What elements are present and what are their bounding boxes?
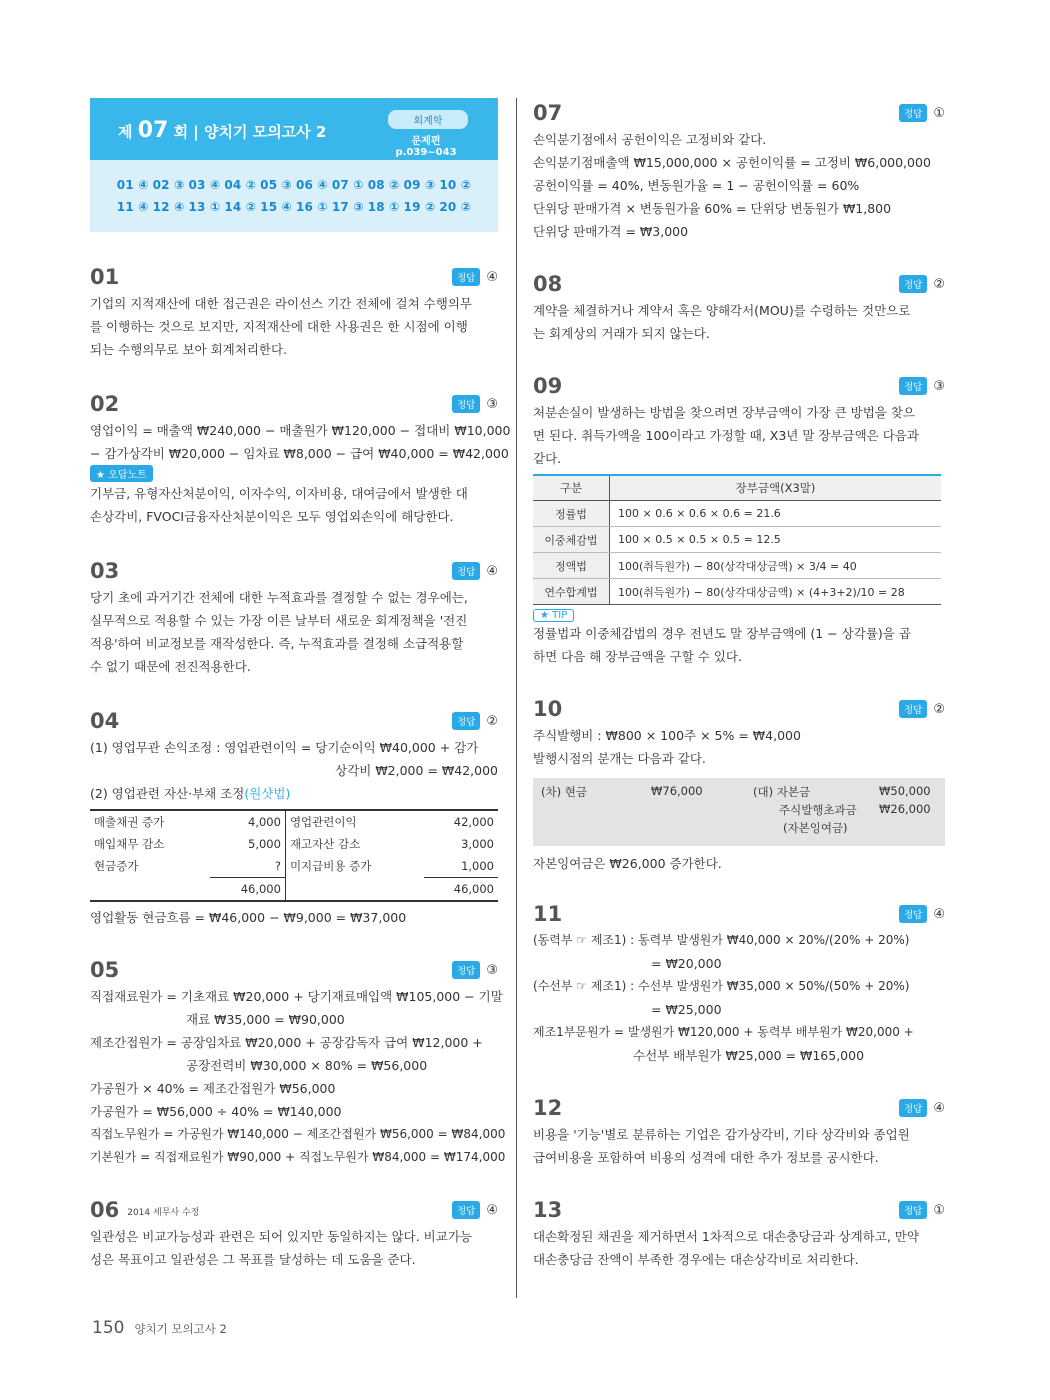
text-q10-journal-cr: (대) 자본금 — [753, 785, 811, 799]
text-q01-lines-2: 되는 수행의무로 보아 회계처리한다. — [90, 342, 288, 357]
answer-key-row — [90, 178, 498, 192]
text-answer_rows-0-4: 05 ③ — [260, 178, 292, 192]
question-12 — [533, 1093, 945, 1169]
text-answer_rows-1-7: 18 ① — [367, 200, 400, 214]
text-answer_rows-1-4: 15 ④ — [260, 200, 292, 214]
text-answer_badge: 정답 — [899, 1201, 927, 1219]
text-q07-lines-0: 손익분기점에서 공헌이익은 고정비와 같다. — [533, 132, 767, 147]
text-q03-lines-3: 수 없기 때문에 전진적용한다. — [90, 659, 251, 674]
question-number: 09 — [533, 374, 563, 398]
text-answer_rows-0-0: 01 ④ — [116, 178, 149, 192]
text-q09-table-2-0: 정액법 — [533, 553, 610, 579]
text-q04-table-1-3: 3,000 — [461, 837, 494, 851]
text-q04-line1: (1) 영업무관 손익조정 : 영업관련이익 = 당기순이익 ₩40,000 + 감가 — [90, 740, 479, 755]
text-answer_rows-0-6: 07 ① — [331, 178, 364, 192]
text-q04-table-0-0: 매출채권 증가 — [94, 815, 165, 829]
text-q09-table-0-0: 정률법 — [533, 501, 610, 527]
text-answer_rows-0-8: 09 ③ — [403, 178, 436, 192]
text-q04-table-0-3: 42,000 — [453, 815, 494, 829]
text-answer_rows-0-2: 03 ④ — [188, 178, 221, 192]
text-answer_rows-0-7: 08 ② — [367, 178, 400, 192]
exam-title — [118, 118, 326, 143]
answer-key — [90, 160, 498, 232]
text-header-round_prefix: 제 — [118, 123, 133, 141]
page-number: 150 — [92, 1318, 125, 1338]
text-q09-lines-0: 처분손실이 발생하는 방법을 찾으려면 장부금액이 가장 큰 방법을 찾으 — [533, 405, 915, 420]
text-q12-lines-0: 비용을 '기능'별로 분류하는 기업은 감가상각비, 기타 상각비와 종업원 — [533, 1127, 910, 1142]
text-q09-lines-2: 같다. — [533, 451, 562, 466]
text-q06-num: 06 — [90, 1198, 120, 1222]
question-number: 07 — [533, 101, 563, 125]
text-q11-lines-0-t: (동력부 ☞ 제조1) : 동력부 발생원가 ₩40,000 × 20%/(20% + 20%) — [533, 933, 910, 947]
text-q06-ans: ④ — [486, 1202, 498, 1218]
text-q10-lines-0: 주식발행비 : ₩800 × 100주 × 5% = ₩4,000 — [533, 728, 801, 743]
text-q09-table_head-1: 장부금액(X3말) — [610, 475, 942, 501]
text-answer_rows-0-1: 02 ③ — [152, 178, 185, 192]
text-q04-result: 영업활동 현금흐름 = ₩46,000 − ₩9,000 = ₩37,000 — [90, 910, 407, 925]
answer — [452, 1201, 498, 1219]
text-q07-ans: ① — [933, 105, 945, 121]
text-q05-lines-7-t: 기본원가 = 직접재료원가 ₩90,000 + 직접노무원가 ₩84,000 = ₩174,000 — [90, 1150, 506, 1164]
text-q12-lines-1: 급여비용을 포함하여 비용의 성격에 대한 추가 정보를 공시한다. — [533, 1150, 879, 1165]
text-q11-lines-4-t: 제조1부문원가 = 발생원가 ₩120,000 + 동력부 배부원가 ₩20,000 + — [533, 1025, 914, 1039]
text-q09-table-0-1: 100 × 0.6 × 0.6 × 0.6 = 21.6 — [610, 501, 942, 527]
answer — [899, 1201, 945, 1219]
text-q09-tip_lines-0: 정률법과 이중체감법의 경우 전년도 말 장부금액에 (1 − 상각률)을 곱 — [533, 626, 911, 641]
text-q10-ans: ② — [933, 701, 945, 717]
text-q04-table-3-3: 46,000 — [424, 878, 498, 902]
question-05 — [90, 955, 506, 1169]
question-number: 13 — [533, 1198, 563, 1222]
text-answer_badge: 정답 — [452, 268, 480, 286]
text-q04-line3a: (2) 영업관련 자산·부채 조정 — [90, 786, 245, 801]
right-column — [533, 98, 945, 1271]
left-column — [90, 98, 511, 1271]
question-04 — [90, 706, 498, 929]
text-answer_badge: 정답 — [899, 700, 927, 718]
text-answer_rows-1-9: 20 ② — [439, 200, 472, 214]
question-number: 10 — [533, 697, 563, 721]
text-q02-lines-0: 영업이익 = 매출액 ₩240,000 − 매출원가 ₩120,000 − 접대비 ₩10,000 — [90, 423, 511, 438]
question-10 — [533, 694, 945, 875]
text-q04-table-2-2: 미지급비용 증가 — [285, 855, 423, 878]
text-q05-lines-0-t: 직접재료원가 = 기초재료 ₩20,000 + 당기재료매입액 ₩105,000 − 기말 — [90, 989, 503, 1004]
text-q11-ans: ④ — [933, 906, 945, 922]
question-number: 02 — [90, 392, 120, 416]
text-q10-journal-dr: (차) 현금 — [541, 785, 587, 799]
text-q10-journal-cr2_amt: ₩26,000 — [879, 802, 931, 816]
text-q05-ans: ③ — [486, 962, 498, 978]
text-q04-line3b: (원샷법) — [244, 786, 291, 801]
text-q06-lines-0: 일관성은 비교가능성과 관련은 되어 있지만 동일하지는 않다. 비교가능 — [90, 1229, 472, 1244]
question-06 — [90, 1195, 498, 1271]
answer — [899, 275, 945, 293]
answer — [899, 104, 945, 122]
answer — [899, 377, 945, 395]
question-number: 05 — [90, 958, 120, 982]
question-number: 12 — [533, 1096, 563, 1120]
text-q04-line2: 상각비 ₩2,000 = ₩42,000 — [335, 763, 498, 778]
text-answer_rows-1-3: 14 ② — [224, 200, 257, 214]
answer — [452, 395, 498, 413]
text-q02-note_lines-0: 기부금, 유형자산처분이익, 이자수익, 이자비용, 대여금에서 발생한 대 — [90, 486, 468, 501]
text-answer_badge: 정답 — [899, 104, 927, 122]
question-07 — [533, 98, 945, 243]
text-q13-lines-1: 대손충당금 잔액이 부족한 경우에는 대손상각비로 처리한다. — [533, 1252, 859, 1267]
text-q09-ans: ③ — [933, 378, 945, 394]
text-answer_rows-0-3: 04 ② — [224, 178, 257, 192]
text-q04-table-1-1: 5,000 — [248, 837, 281, 851]
text-q04-table-2-0: 현금증가 — [94, 859, 139, 874]
text-q12-ans: ④ — [933, 1100, 945, 1116]
text-answer_rows-1-1: 12 ④ — [152, 200, 185, 214]
text-q03-ans: ④ — [486, 563, 498, 579]
subject-pill: 회계학 — [388, 110, 468, 129]
text-q07-lines-4: 단위당 판매가격 = ₩3,000 — [533, 224, 689, 239]
text-q03-lines-0: 당기 초에 과거기간 전체에 대한 누적효과를 결정할 수 없는 경우에는, — [90, 590, 468, 605]
text-answer_badge: 정답 — [452, 562, 480, 580]
text-q01-ans: ④ — [486, 269, 498, 285]
text-q11-lines-2-t: (수선부 ☞ 제조1) : 수선부 발생원가 ₩35,000 × 50%/(50% + 20%) — [533, 979, 910, 993]
question-13 — [533, 1195, 945, 1271]
text-q09-table-1-1: 100 × 0.5 × 0.5 × 0.5 = 12.5 — [610, 527, 942, 553]
text-q04-table-1-0: 매입채무 감소 — [94, 837, 165, 851]
answer — [452, 268, 498, 286]
text-q05-lines-4-t: 가공원가 × 40% = 제조간접원가 ₩56,000 — [90, 1081, 336, 1096]
text-q03-lines-1: 실무적으로 적용할 수 있는 가장 이른 날부터 새로운 회계정책을 '전진 — [90, 613, 468, 628]
text-q02-lines-1: − 감가상각비 ₩20,000 − 임차료 ₩8,000 − 급여 ₩40,000 = ₩42,000 — [90, 446, 509, 461]
answer — [899, 905, 945, 923]
text-header-round_num: 07 — [137, 118, 169, 143]
text-q05-lines-2-t: 제조간접원가 = 공장임차료 ₩20,000 + 공장감독자 급여 ₩12,000 + — [90, 1035, 483, 1050]
text-q04-table-3-1: 46,000 — [210, 878, 285, 902]
text-q04-table-0-1: 4,000 — [248, 815, 281, 829]
answer — [452, 961, 498, 979]
text-q10-after: 자본잉여금은 ₩26,000 증가한다. — [533, 856, 722, 871]
text-q09-tip_lines-1: 하면 다음 해 장부금액을 구할 수 있다. — [533, 649, 742, 664]
cash-flow-table — [90, 809, 498, 902]
text-q01-lines-0: 기업의 지적재산에 대한 접근권은 라이선스 기간 전체에 걸쳐 수행의무 — [90, 296, 472, 311]
text-q10-journal-cr2: 주식발행초과금 — [779, 803, 857, 817]
answer — [899, 1099, 945, 1117]
question-08 — [533, 269, 945, 345]
wrong-answer-note-badge: ★ 오답노트 — [90, 465, 153, 482]
text-q06-lines-1: 성은 목표이고 일관성은 그 목표를 달성하는 데 도움을 준다. — [90, 1252, 416, 1267]
text-answer_rows-1-5: 16 ① — [296, 200, 328, 214]
text-answer_badge: 정답 — [452, 1201, 480, 1219]
column-divider — [516, 98, 517, 1298]
text-q04-table-3-0 — [90, 878, 210, 902]
question-number: 08 — [533, 272, 563, 296]
text-q02-ans: ③ — [486, 396, 498, 412]
page-range: 문제편 p.039~043 — [395, 136, 457, 158]
text-q05-lines-1-t: 재료 ₩35,000 = ₩90,000 — [186, 1012, 345, 1027]
text-answer_badge: 정답 — [899, 275, 927, 293]
answer-key-row — [90, 200, 498, 214]
journal-entry — [533, 778, 945, 846]
question-03 — [90, 556, 498, 678]
text-answer_badge: 정답 — [899, 905, 927, 923]
answer — [899, 700, 945, 718]
text-q13-ans: ① — [933, 1202, 945, 1218]
text-q09-table_head-0: 구분 — [533, 475, 610, 501]
text-q03-lines-2: 적용'하여 비교정보를 재작성한다. 즉, 누적효과를 결정해 소급적용할 — [90, 636, 464, 651]
text-q01-lines-1: 를 이행하는 것으로 보지만, 지적재산에 대한 사용권은 한 시점에 이행 — [90, 319, 468, 334]
text-q04-table-2-3: 1,000 — [461, 859, 494, 873]
exam-header — [90, 98, 498, 160]
question-02 — [90, 389, 511, 528]
question-number: 03 — [90, 559, 120, 583]
text-q04-table-2-1: ? — [274, 859, 281, 873]
text-q07-lines-2: 공헌이익률 = 40%, 변동원가율 = 1 − 공헌이익률 = 60% — [533, 178, 860, 193]
text-answer_badge: 정답 — [452, 961, 480, 979]
answer — [452, 712, 498, 730]
text-answer_badge: 정답 — [452, 395, 480, 413]
question-number — [90, 1198, 199, 1222]
text-answer_rows-0-5: 06 ④ — [296, 178, 328, 192]
text-q10-journal-cr3: (자본잉여금) — [783, 821, 848, 835]
text-q10-journal-cr_amt: ₩50,000 — [879, 784, 931, 798]
text-q05-lines-5-t: 가공원가 = ₩56,000 ÷ 40% = ₩140,000 — [90, 1104, 342, 1119]
text-answer_rows-0-9: 10 ② — [439, 178, 472, 192]
text-q11-lines-5-t: 수선부 배부원가 ₩25,000 = ₩165,000 — [633, 1048, 865, 1063]
text-q11-lines-3-t: = ₩25,000 — [651, 1002, 722, 1017]
text-q05-lines-3-t: 공장전력비 ₩30,000 × 80% = ₩56,000 — [186, 1058, 428, 1073]
tip-badge: ★ TIP — [533, 609, 574, 622]
text-answer_rows-1-8: 19 ② — [403, 200, 436, 214]
text-q09-table-3-1: 100(취득원가) − 80(상각대상금액) × (4+3+2)/10 = 28 — [610, 579, 942, 605]
text-q13-lines-0: 대손확정된 채권을 제거하면서 1차적으로 대손충당금과 상계하고, 만약 — [533, 1229, 919, 1244]
text-answer_rows-1-2: 13 ① — [188, 200, 221, 214]
question-number: 04 — [90, 709, 120, 733]
page-footer — [92, 1318, 227, 1338]
text-q07-lines-1: 손익분기점매출액 ₩15,000,000 × 공헌이익률 = 고정비 ₩6,000,000 — [533, 155, 931, 170]
text-answer_badge: 정답 — [899, 1099, 927, 1117]
text-answer_badge: 정답 — [899, 377, 927, 395]
text-answer_rows-1-0: 11 ④ — [116, 200, 149, 214]
text-q08-lines-0: 계약을 체결하거나 계약서 혹은 양해각서(MOU)를 수령하는 것만으로 — [533, 303, 911, 318]
answer — [452, 562, 498, 580]
text-answer_rows-1-6: 17 ③ — [331, 200, 364, 214]
text-q11-lines-1-t: = ₩20,000 — [651, 956, 722, 971]
text-q10-lines-1: 발행시점의 분개는 다음과 같다. — [533, 751, 706, 766]
text-header-round_suffix: 회 | 양치기 모의고사 2 — [173, 123, 327, 141]
question-11 — [533, 899, 945, 1067]
question-number: 01 — [90, 265, 120, 289]
text-q02-note_lines-1: 손상각비, FVOCI금융자산처분이익은 모두 영업외손익에 해당한다. — [90, 509, 454, 524]
text-q10-journal-dr_amt: ₩76,000 — [651, 784, 703, 798]
question-01 — [90, 262, 498, 361]
text-q09-lines-1: 면 된다. 취득가액을 100이라고 가정할 때, X3년 말 장부금액은 다음과 — [533, 428, 919, 443]
text-q09-table-1-0: 이중체감법 — [533, 527, 610, 553]
text-q09-table-3-0: 연수합계법 — [533, 579, 610, 605]
text-q04-ans: ② — [486, 713, 498, 729]
text-q08-lines-1: 는 회계상의 거래가 되지 않는다. — [533, 326, 710, 341]
text-q05-lines-6-t: 직접노무원가 = 가공원가 ₩140,000 − 제조간접원가 ₩56,000 = ₩84,000 — [90, 1127, 506, 1141]
text-q04-table-0-2: 영업관련이익 — [285, 810, 423, 833]
question-09 — [533, 371, 945, 668]
depreciation-table — [533, 474, 941, 605]
text-q06-tag: 2014 세무사 수정 — [127, 1207, 200, 1218]
text-q08-ans: ② — [933, 276, 945, 292]
text-answer_badge: 정답 — [452, 712, 480, 730]
text-q09-table-2-1: 100(취득원가) − 80(상각대상금액) × 3/4 = 40 — [610, 553, 942, 579]
footer-title: 양치기 모의고사 2 — [134, 1322, 227, 1336]
text-q04-table-1-2: 재고자산 감소 — [285, 833, 423, 855]
question-number: 11 — [533, 902, 563, 926]
text-q04-table-3-2 — [285, 878, 423, 902]
text-q07-lines-3: 단위당 판매가격 × 변동원가율 60% = 단위당 변동원가 ₩1,800 — [533, 201, 892, 216]
